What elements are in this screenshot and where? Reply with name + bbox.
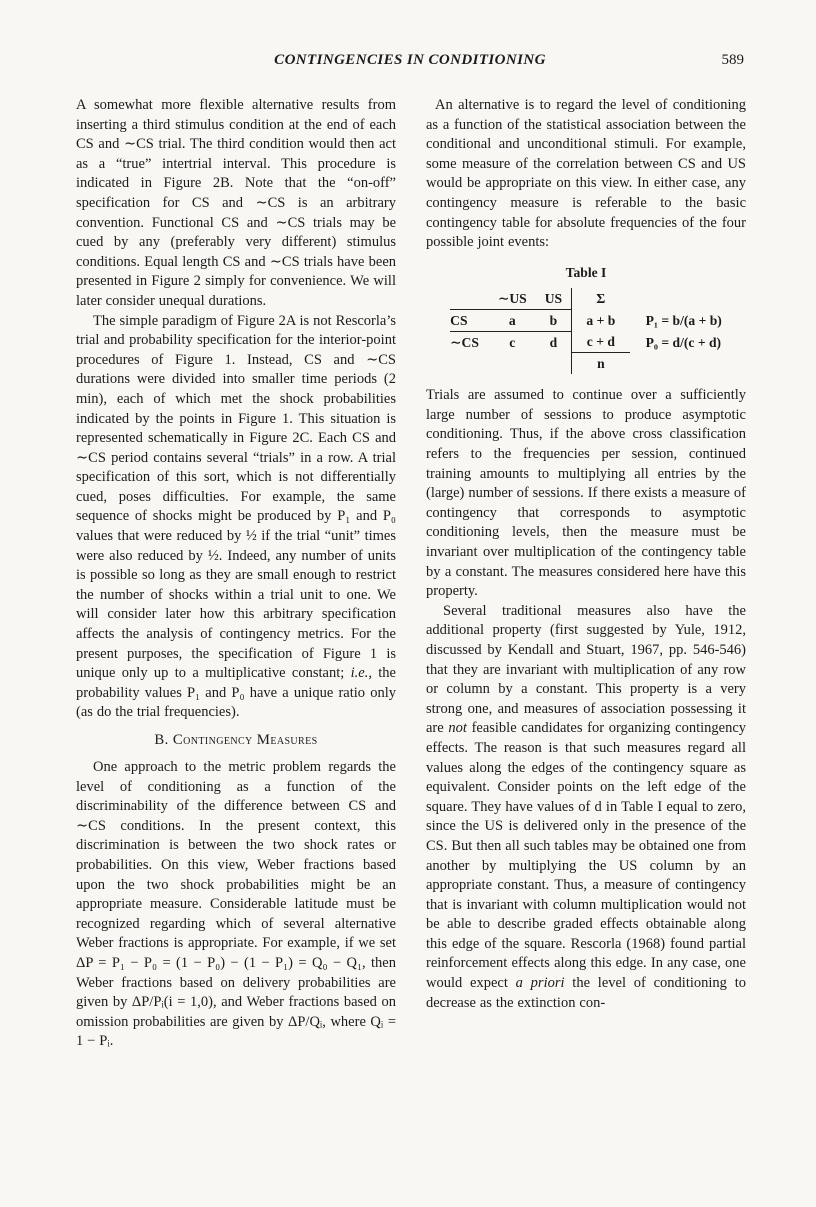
table-col-header: Σ — [572, 288, 630, 310]
running-title: CONTINGENCIES IN CONDITIONING — [274, 52, 546, 68]
section-heading: B. Contingency Measures — [154, 732, 318, 748]
table-cell — [630, 353, 722, 375]
contingency-table — [450, 265, 722, 375]
body-paragraph: The simple paradigm of Figure 2A is not Rescorla’s trial and probability specification for the interior-point procedures of Figure 1. Instead, CS and ∼CS durations were divided into smaller time periods (2 min), each of which met the shock probabilities indicated by the points in Figure 1. This situation is represented schematically in Figure 2C. Each CS and ∼CS period contains several “trials” in a row. A trial specification of this sort, which is not differentially cued, poses difficulties. For example, the same sequence of shocks might be produced by P₁ and P₀ values that were reduced by ½ if the trial “unit” times were also reduced by ½. Indeed, any number of units is possible so long as they are small enough to restrict the number of shocks within a trial unit to one. We will consider later how this arbitrary specification affects the analysis of contingency metrics. For the present purposes, the specification of Figure 1 is unique only up to a multiplicative constant; i.e., the probability values P₁ and P₀ have a unique ratio only (as do the trial frequencies). — [76, 312, 396, 721]
table-formula: P₀ = d/(c + d) — [645, 334, 722, 350]
table-cell: a + b — [572, 309, 630, 331]
two-column-body — [76, 96, 744, 1052]
table-total-row — [450, 353, 722, 375]
table-col-header: ∼US — [489, 288, 536, 310]
body-paragraph: A somewhat more flexible alternative results from inserting a third stimulus condition at the end of each CS and ∼CS trial. The third condition would then act as a “true” intertrial interval. This procedure is indicated in Figure 2B. Note that the “on-off” specification for CS and ∼CS is an arbitrary convention. Functional CS and ∼CS trials may be cued by any (preferably very different) stimulus conditions. Equal length CS and ∼CS trials have been presented in Figure 2 simply for convenience. We will later consider unequal durations. — [76, 97, 396, 309]
table-row-label: ∼CS — [450, 334, 479, 350]
table-cell: b — [536, 309, 572, 331]
table-cell: c — [509, 334, 516, 350]
table-row-not-cs — [450, 331, 722, 353]
right-column — [426, 96, 746, 1052]
body-paragraph: Trials are assumed to continue over a sufficiently large number of sessions to produce asymptotic conditioning. Thus, if the above cross classification refers to the frequencies per session, continued training amounts to multiplying all entries by the (large) number of sessions. If there exists a measure of contingency that corresponds to asymptotic conditioning levels, then the measure must be invariant over multiplication of the contingency table by a constant. The measures considered here have this property. — [426, 387, 746, 600]
left-column — [76, 96, 396, 1052]
table-cell — [536, 353, 572, 375]
body-paragraph: One approach to the metric problem regards the level of conditioning as a function of the discriminability of the difference between CS and ∼CS conditions. In the present context, this discrimination is between the two shock rates or probabilities. On this view, Weber fractions based upon the two shock probabilities might be an appropriate measure. Considerable latitude must be recognized regarding which of several alternative Weber fractions is appropriate. For example, if we set ΔP = P₁ − P₀ = (1 − P₀) − (1 − P₁) = Q₀ − Q₁, then Weber fractions based on delivery probabilities are given by ΔP/Pᵢ(i = 1,0), and Weber fractions based on omission probabilities are given by ΔP/Qᵢ, where Qᵢ = 1 − Pᵢ. — [76, 759, 396, 1050]
page-header — [76, 52, 744, 72]
body-paragraph: Several traditional measures also have the additional property (first suggested by Yule, 1912, discussed by Kendall and Stuart, 1967, pp. 546-546) that they are invariant with multiplication of any row or column by a constant. This property is a very strong one, and measures of association possessing it are not feasible candidates for organizing contingency effects. The reason is that such measures regard all values along the edges of the contingency square as equivalent. Consider points on the left edge of the square. They have values of d in Table I equal to zero, since the US is delivered only in the presence of the CS. But then all such tables may be obtained one from another by multiplying the US column by an appropriate constant. Thus, a measure of contingency that is invariant with column multiplication would not be able to describe graded effects obtainable along this edge of the square. Rescorla (1968) found partial reinforcement effects along this edge. In any case, one would expect a priori the level of conditioning to decrease as the extinction con- — [426, 602, 746, 1011]
page-number: 589 — [721, 52, 744, 68]
table-cell — [489, 353, 536, 375]
table-header-row — [450, 288, 722, 310]
table-cell: c + d — [572, 331, 630, 353]
table-title: Table I — [565, 264, 607, 280]
table-cell — [630, 288, 722, 310]
table-row-label: CS — [450, 309, 489, 331]
table-cell: d — [549, 334, 558, 350]
table-total-cell: n — [572, 353, 630, 375]
contingency-table-grid — [450, 288, 722, 375]
table-cell — [450, 288, 489, 310]
table-row-cs — [450, 309, 722, 331]
table-formula: P₁ = b/(a + b) — [645, 312, 722, 328]
table-cell — [450, 353, 489, 375]
table-col-header: US — [536, 288, 572, 310]
table-cell: a — [489, 309, 536, 331]
body-paragraph: An alternative is to regard the level of conditioning as a function of the statistical association between the conditional and unconditional stimuli. For example, some measure of the correlation between CS and US would be appropriate on this view. In either case, any contingency measure is referable to the basic contingency table for absolute frequencies of the four possible joint events: — [426, 97, 746, 251]
